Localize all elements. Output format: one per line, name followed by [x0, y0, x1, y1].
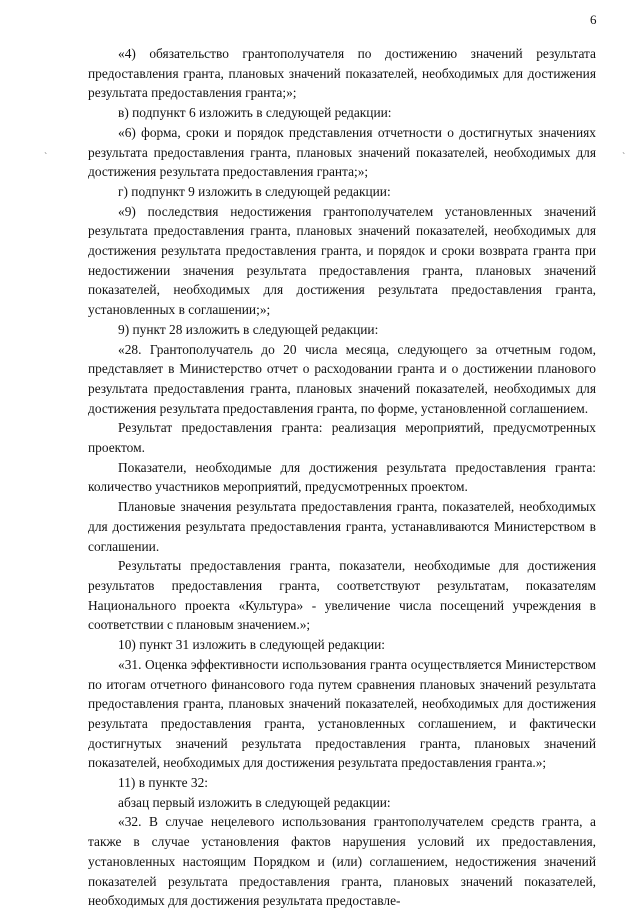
paragraph: Результат предоставления гранта: реализация мероприятий, предусмотренных проектом. [88, 420, 596, 456]
paragraph: Показатели, необходимые для достижения результата предоставления гранта: количество участников мероприятий, предусмотренных проектом. [88, 459, 596, 495]
paragraph: «4) обязательство грантополучателя по достижению значений результата предоставления гранта, плановых значений показателей, необходимых для достижения результата предоставления гранта;»; [88, 46, 596, 101]
paragraph: в) подпункт 6 изложить в следующей редакции: [118, 105, 392, 121]
paragraph: 9) пункт 28 изложить в следующей редакции: [118, 321, 379, 337]
document-body [88, 44, 596, 911]
paragraph: 11) в пункте 32: [118, 775, 208, 791]
scan-mark: ˋ [44, 152, 48, 163]
scan-mark: ˋ [622, 152, 626, 163]
paragraph: абзац первый изложить в следующей редакции: [118, 794, 391, 810]
page-number: 6 [590, 12, 597, 27]
paragraph: «6) форма, сроки и порядок представления отчетности о достигнутых значениях результата предоставления гранта, плановых значений показателей, необходимых для достижения результата предоставления гранта;»; [88, 124, 596, 180]
paragraph: г) подпункт 9 изложить в следующей редакции: [118, 183, 391, 199]
paragraph: «32. В случае нецелевого использования грантополучателем средств гранта, а также в случае установления фактов нарушения условий их предоставления, установленных настоящим Порядком и (или) соглашением, недостижения значений показателей результата предоставления гранта, плановых значений показателей, необходимых для достижения результата предоставле- [88, 814, 596, 909]
paragraph: «28. Грантополучатель до 20 числа месяца, следующего за отчетным годом, представляет в Министерство отчет о расходовании гранта и о достижении планового результата предоставления гранта, плановых значений показателей, необходимых для достижения результата предоставления гранта, по форме, установленной соглашением. [88, 341, 596, 416]
paragraph: «31. Оценка эффективности использования гранта осуществляется Министерством по итогам отчетного финансового года путем сравнения плановых значений результата предоставления гранта, плановых значений показателей, необходимых для достижения результата предоставления гранта, установленных соглашением, и фактически достигнутых значений результата предоставления гранта, плановых значений показателей, необходимых для достижения результата предоставления гранта.»; [88, 656, 596, 771]
paragraph: Плановые значения результата предоставления гранта, показателей, необходимых для достижения результата предоставления гранта, устанавливаются Министерством в соглашении. [88, 499, 596, 554]
paragraph: 10) пункт 31 изложить в следующей редакции: [118, 637, 386, 653]
paragraph: «9) последствия недостижения грантополучателем установленных значений результата предоставления гранта, плановых значений показателей, необходимых для достижения результата предоставления гранта, и порядок и сроки возврата гранта при недостижении значения результата предоставления гранта, плановых значений показателей, необходимых для достижения результата предоставления гранта, установленных в соглашении;»; [88, 203, 596, 318]
paragraph: Результаты предоставления гранта, показатели, необходимые для достижения результатов предоставления гранта, соответствуют результатам, показателям Национального проекта «Культура» - увеличение числа посещений учреждения в соответствии с плановым значением.»; [88, 558, 596, 633]
